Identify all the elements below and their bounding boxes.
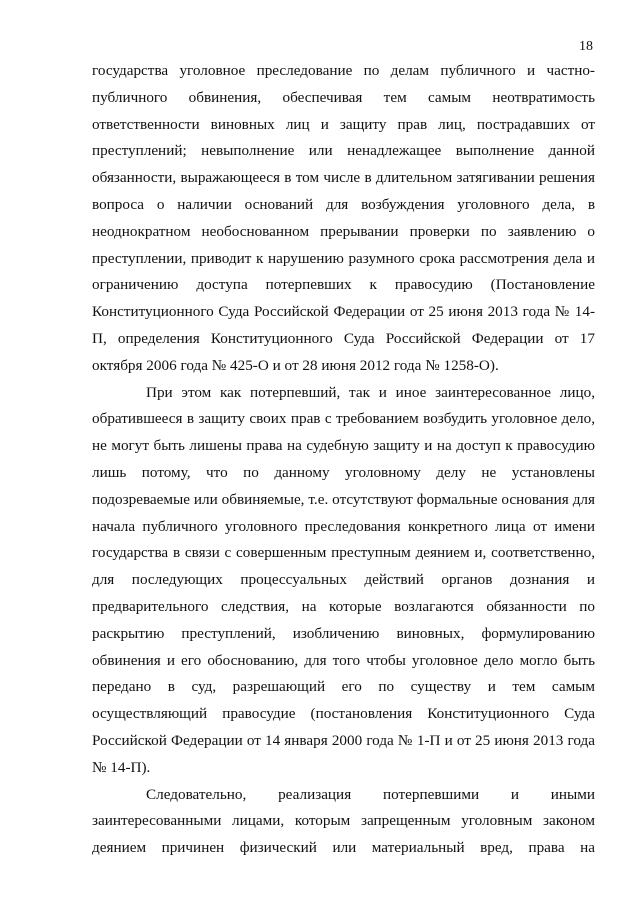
text-line: ограничению доступа потерпевших к правосудию (Постановление	[92, 276, 595, 294]
text-line: осуществляющий правосудие (постановления Конституционного Суда	[92, 705, 595, 723]
text-line: П, определения Конституционного Суда Российской Федерации от 17	[92, 329, 595, 347]
text-line: обратившееся в защиту своих прав с требованием возбудить уголовное дело,	[92, 410, 595, 428]
text-line: преступлении, приводит к нарушению разумного срока рассмотрения дела и	[92, 249, 595, 267]
paragraph-p3	[92, 782, 595, 862]
text-line: ответственности виновных лиц и защиту прав лиц, пострадавших от	[92, 115, 595, 133]
text-line: Российской Федерации от 14 января 2000 года № 1-П и от 25 июня 2013 года	[92, 731, 595, 749]
text-line: Следовательно, реализация потерпевшими и иными	[146, 785, 595, 803]
text-line: начала публичного уголовного преследования конкретного лица от имени	[92, 517, 595, 535]
text-line: раскрытию преступлений, изобличению виновных, формулированию	[92, 624, 595, 642]
text-line: деянием причинен физический или материальный вред, права на	[92, 839, 595, 857]
text-line: заинтересованными лицами, которым запрещенным уголовным законом	[92, 812, 595, 830]
text-line: неоднократном необоснованном прерывании проверки по заявлению о	[92, 222, 595, 240]
text-line: предварительного следствия, на которые возлагаются обязанности по	[92, 597, 595, 615]
text-line: преступлений; невыполнение или ненадлежащее выполнение данной	[92, 142, 595, 160]
text-line: государства в связи с совершенным преступным деянием и, соответственно,	[92, 544, 595, 562]
text-line: для последующих процессуальных действий органов дознания и	[92, 571, 595, 589]
text-line: публичного обвинения, обеспечивая тем самым неотвратимость	[92, 88, 595, 106]
page-number: 18	[579, 39, 593, 54]
text-line: передано в суд, разрешающий его по существу и тем самым	[92, 678, 595, 696]
text-line: № 14-П).	[92, 758, 151, 776]
text-line: вопроса о наличии оснований для возбуждения уголовного дела, в	[92, 195, 595, 213]
text-line: лишь потому, что по данному уголовному делу не установлены	[92, 463, 595, 481]
text-line: обязанности, выражающееся в том числе в длительном затягивании решения	[92, 169, 595, 187]
text-line: октября 2006 года № 425-О и от 28 июня 2012 года № 1258-О).	[92, 356, 499, 374]
document-body	[92, 58, 595, 862]
text-line: обвинения и его обоснованию, для того чтобы уголовное дело могло быть	[92, 651, 595, 669]
paragraph-p1	[92, 58, 595, 380]
text-line: не могут быть лишены права на судебную защиту и на доступ к правосудию	[92, 437, 595, 455]
paragraph-p2	[92, 380, 595, 782]
text-line: Конституционного Суда Российской Федерации от 25 июня 2013 года № 14-	[92, 303, 595, 321]
text-line: государства уголовное преследование по делам публичного и частно-	[92, 62, 595, 79]
text-line: подозреваемые или обвиняемые, т.е. отсутствуют формальные основания для	[92, 490, 595, 508]
text-line: При этом как потерпевший, так и иное заинтересованное лицо,	[146, 383, 595, 401]
